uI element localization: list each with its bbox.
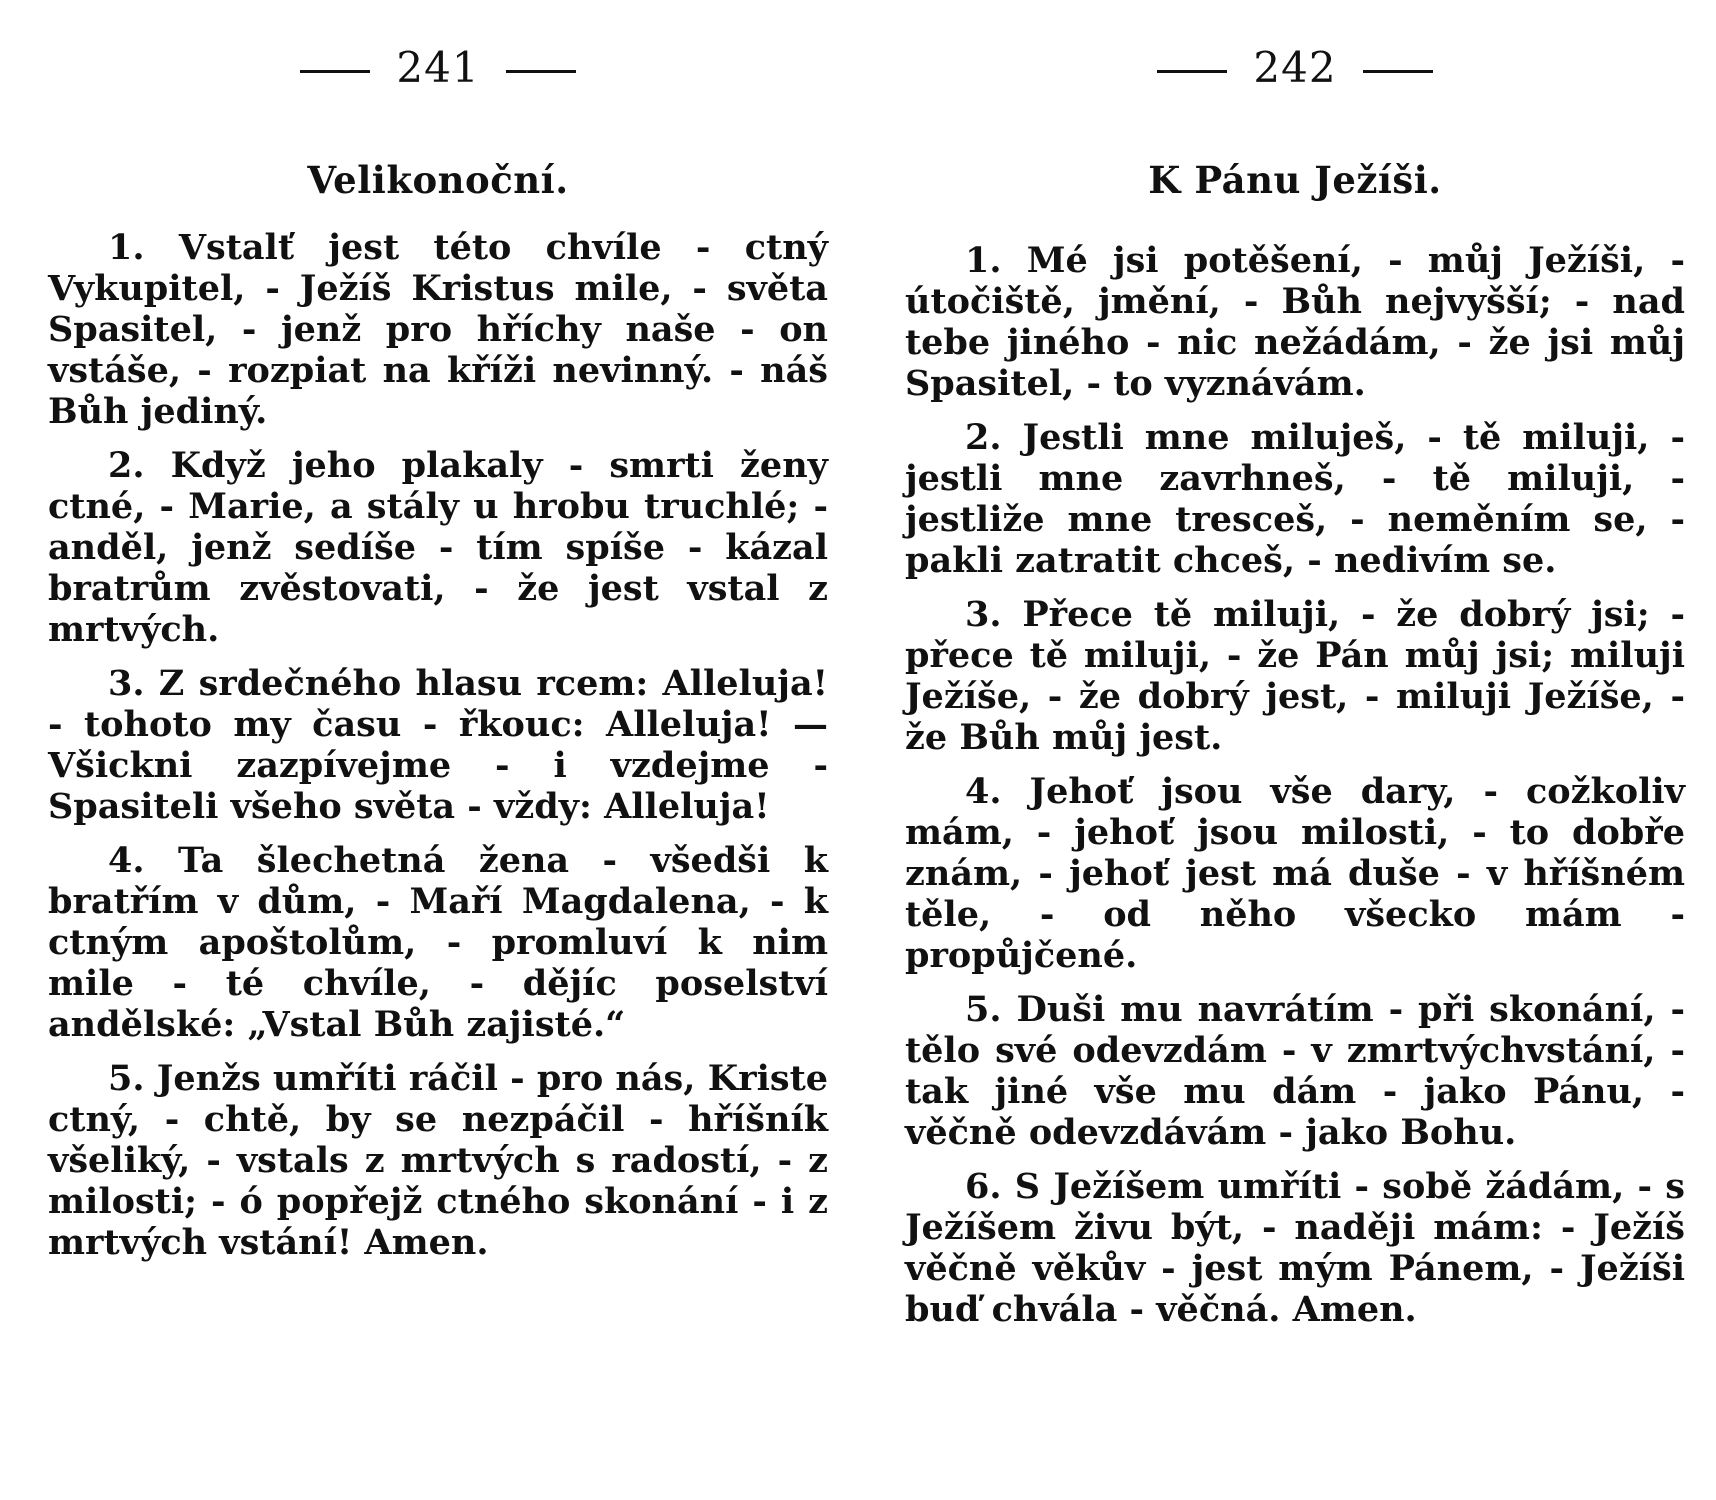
dash-decoration [1157, 70, 1227, 73]
hymn-title-left: Velikonoční. [307, 158, 569, 202]
dash-decoration [1363, 70, 1433, 73]
page-number-right: 242 [905, 38, 1685, 98]
verse-right-5: 5. Duši mu navrátím - při skonání, - tělo své odevzdám - v zmrtvýchvstání, - tak jiné vše mu dám - jako Pánu, - věčně odevzdávám - jako Bohu. [905, 989, 1685, 1153]
dash-decoration [300, 70, 370, 73]
verse-right-3: 3. Přece tě miluji, - že dobrý jsi; - přece tě miluji, - že Pán můj jsi; miluji Ježíše, - že dobrý jest, - miluji Ježíše, - že Bůh můj jest. [905, 594, 1685, 758]
verse-left-4: 4. Ta šlechetná žena - všedši k bratřím v dům, - Maří Magdalena, - k ctným apoštolům, - promluví k nim mile - té chvíle, - dějíc poselství andělské: „Vstal Bůh zajisté.“ [48, 840, 828, 1045]
verse-left-5: 5. Jenžs umříti ráčil - pro nás, Kriste ctný, - chtě, by se nezpáčil - hříšník všeliký, - vstals z mrtvých s radostí, - z milosti; - ó popřejž ctného skonání - i z mrtvých vstání! Amen. [48, 1058, 828, 1263]
verse-left-1: 1. Vstalť jest této chvíle - ctný Vykupitel, - Ježíš Kristus mile, - světa Spasitel, - jenž pro hříchy naše - on vstáše, - rozpiat na kříži nevinný. - náš Bůh jediný. [48, 227, 828, 432]
verse-right-4: 4. Jehoť jsou vše dary, - cožkoliv mám, - jehoť jsou milosti, - to dobře znám, - jehoť jest má duše - v hříšném těle, - od něho všecko mám - propůjčené. [905, 771, 1685, 976]
right-page [905, 0, 1685, 1500]
left-page [48, 0, 828, 1500]
verse-left-2: 2. Když jeho plakaly - smrti ženy ctné, - Marie, a stály u hrobu truchlé; - anděl, jenž sedíše - tím spíše - kázal bratrům zvěstovati, - že jest vstal z mrtvých. [48, 445, 828, 650]
hymn-title-right: K Pánu Ježíši. [1148, 158, 1442, 202]
verse-left-3: 3. Z srdečného hlasu rcem: Alleluja! - tohoto my času - řkouc: Alleluja! — Všickni zazpívejme - i vzdejme - Spasiteli všeho světa - vždy: Alleluja! [48, 663, 828, 827]
verse-right-6: 6. S Ježíšem umříti - sobě žádám, - s Ježíšem živu být, - naději mám: - Ježíš věčně věkův - jest mým Pánem, - Ježíši buď chvála - věčná. Amen. [905, 1166, 1685, 1330]
verse-right-2: 2. Jestli mne miluješ, - tě miluji, - jestli mne zavrhneš, - tě miluji, - jestliže mne tresceš, - neměním se, - pakli zatratit chceš, - nedivím se. [905, 417, 1685, 581]
verse-right-1: 1. Mé jsi potěšení, - můj Ježíši, - útočiště, jmění, - Bůh nejvyšší; - nad tebe jiného - nic nežádám, - že jsi můj Spasitel, - to vyznávám. [905, 240, 1685, 404]
verses-right [905, 240, 1685, 1343]
page-number-left: 241 [48, 38, 828, 98]
verses-left [48, 227, 828, 1276]
dash-decoration [506, 70, 576, 73]
